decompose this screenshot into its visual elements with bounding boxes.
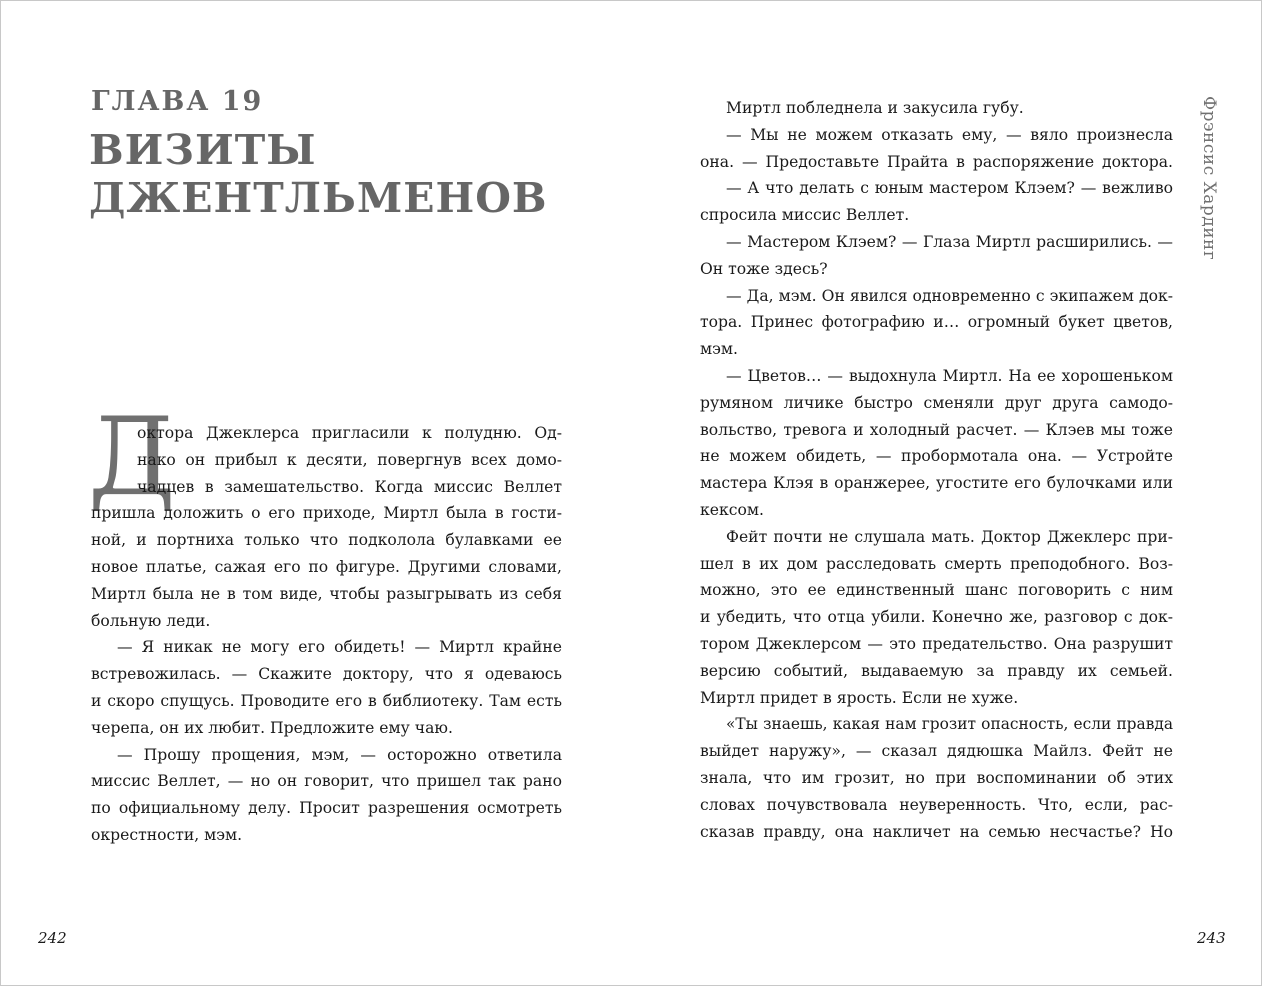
text-line: мэм.: [700, 340, 738, 359]
text-line: тора. Принес фотографию и… огромный букет цветов,: [700, 313, 1173, 332]
text-line: спросила миссис Веллет.: [700, 206, 910, 225]
text-line: окрестности, мэм.: [91, 825, 243, 844]
text-line: встревожилась. — Скажите доктору, что я одеваюсь: [91, 665, 562, 684]
text-line: Фейт почти не слушала мать. Доктор Джеклерс при-: [726, 527, 1173, 546]
page-number: 242: [38, 929, 67, 947]
text-line: «Ты знаешь, какая нам грозит опасность, если правда: [726, 715, 1173, 734]
text-line: Миртл была не в том виде, чтобы разыгрывать из себя: [91, 584, 562, 603]
chapter-label: ГЛАВА 19: [91, 86, 264, 117]
text-line: версию событий, выдаваемую за правду их семьей.: [700, 661, 1173, 680]
text-line: чадцев в замешательство. Когда миссис Веллет: [137, 477, 562, 496]
text-line: — Да, мэм. Он явился одновременно с экипажем док-: [726, 286, 1173, 305]
text-line: и убедить, что отца убили. Конечно же, разговор с док-: [700, 608, 1173, 627]
chapter-title-line: ВИЗИТЫ: [89, 126, 317, 174]
text-line: октора Джеклерса пригласили к полудню. Од-: [137, 424, 562, 442]
text-line: — Цветов… — выдохнула Миртл. На ее хорошеньком: [726, 366, 1173, 385]
running-head-author: Фрэнсис Хардинг: [1199, 96, 1219, 261]
text-line: Миртл придет в ярость. Если не хуже.: [700, 688, 1019, 707]
text-line: — Прошу прощения, мэм, — осторожно ответила: [117, 745, 562, 764]
text-line: шел в их дом расследовать смерть преподобного. Воз-: [700, 554, 1173, 573]
text-line: — Мастером Клэем? — Глаза Миртл расширились. —: [726, 232, 1173, 251]
text-line: пришла доложить о его приходе, Миртл была в гости-: [91, 504, 562, 523]
page-number: 243: [1197, 929, 1226, 947]
text-line: румяном личике быстро сменяли друг друга самодо-: [700, 393, 1173, 412]
text-line: новое платье, сажая его по фигуре. Другими словами,: [91, 557, 562, 576]
text-line: ной, и портниха только что подколола булавками ее: [91, 531, 562, 550]
text-line: словах почувствовала неуверенность. Что, если, рас-: [700, 795, 1173, 814]
chapter-title: [89, 126, 548, 222]
text-line: по официальному делу. Просит разрешения осмотреть: [91, 799, 562, 818]
text-line: можно, это ее единственный шанс поговорить с ним: [700, 581, 1173, 600]
text-line: — А что делать с юным мастером Клэем? — вежливо: [726, 179, 1173, 198]
text-line: больную леди.: [91, 611, 211, 630]
text-line: сказав правду, она накличет на семью несчастье? Но: [700, 822, 1173, 841]
text-line: тором Джеклерсом — это предательство. Она разрушит: [700, 634, 1173, 653]
text-line: черепа, он их любит. Предложите ему чаю.: [91, 718, 453, 737]
drop-cap: Д: [88, 395, 176, 520]
text-line: мастера Клэя в оранжерее, угостите его булочками или: [700, 474, 1173, 493]
text-line: Он тоже здесь?: [700, 259, 828, 278]
text-line: кексом.: [700, 500, 764, 519]
text-line: не можем обидеть, — пробормотала она. — Устройте: [700, 447, 1173, 466]
text-line: — Мы не можем отказать ему, — вяло произнесла: [726, 125, 1173, 144]
chapter-title-line: ДЖЕНТЛЬМЕНОВ: [89, 174, 548, 222]
left-page-body: [91, 420, 562, 849]
text-line: вольство, тревога и холодный расчет. — Клэев мы тоже: [700, 420, 1173, 439]
text-line: — Я никак не могу его обидеть! — Миртл крайне: [117, 638, 562, 657]
text-line: и скоро спущусь. Проводите его в библиотеку. Там есть: [91, 691, 562, 710]
text-line: выйдет наружу», — сказал дядюшка Майлз. Фейт не: [700, 742, 1173, 761]
text-line: Миртл побледнела и закусила губу.: [726, 99, 1024, 117]
text-line: миссис Веллет, — но он говорит, что пришел так рано: [91, 772, 562, 791]
text-line: она. — Предоставьте Прайта в распоряжение доктора.: [700, 152, 1173, 171]
text-line: нако он прибыл к десяти, повергнув всех домо-: [137, 450, 562, 469]
text-line: знала, что им грозит, но при воспоминании об этих: [700, 768, 1173, 787]
right-page-body: [700, 95, 1173, 845]
